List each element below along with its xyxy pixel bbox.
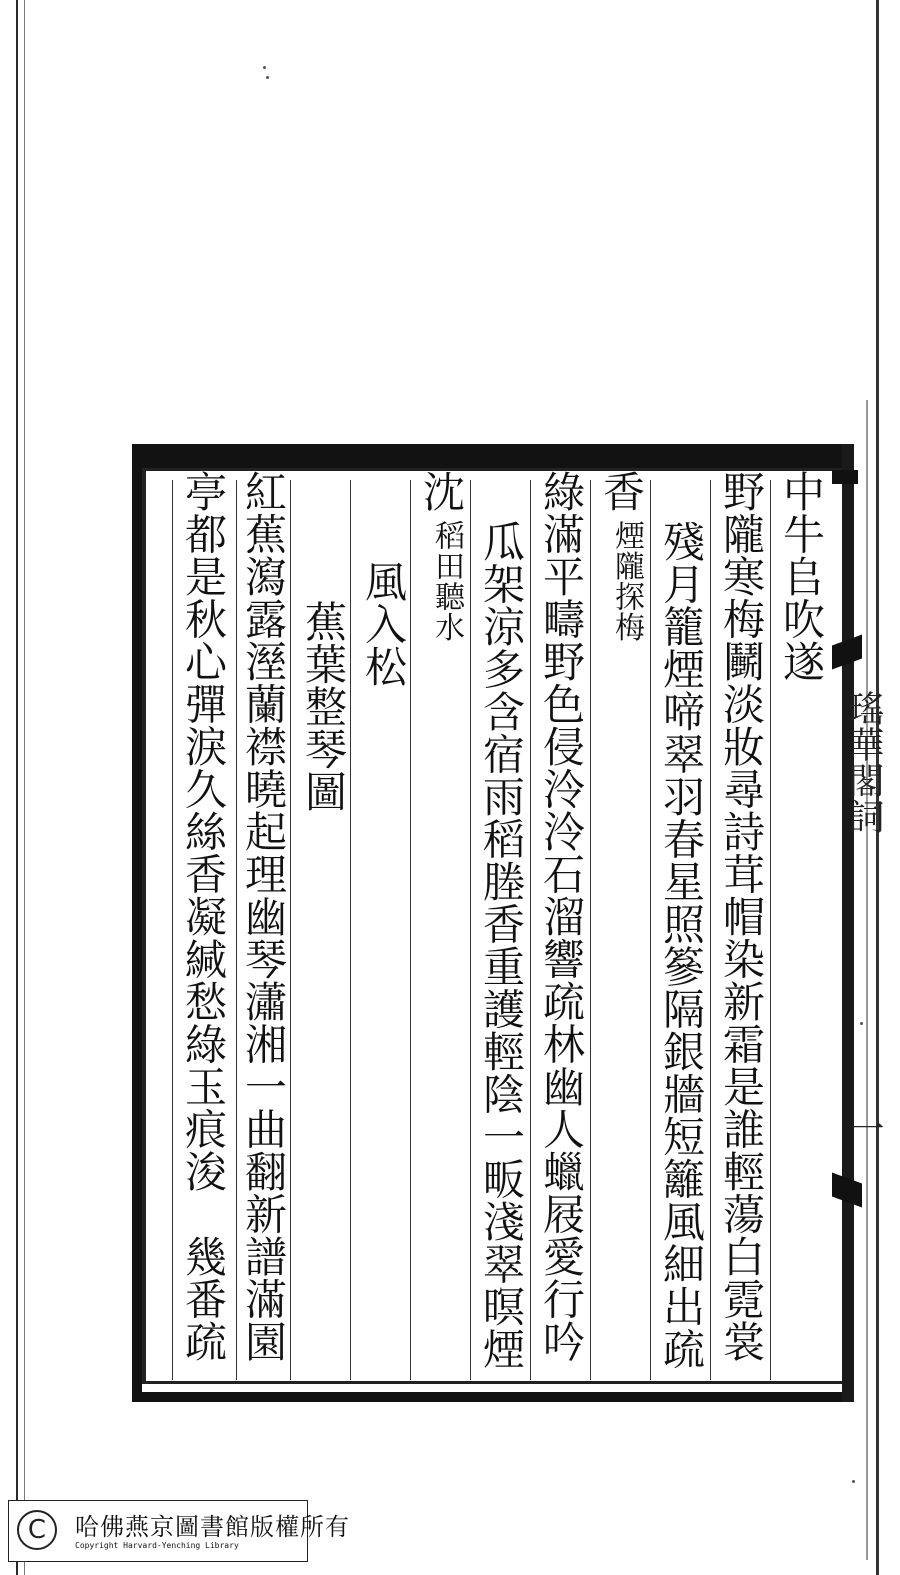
block-header-fragment: 一 — [843, 1110, 884, 1146]
text-column: 野隴寒梅鬭淡妝尋詩茸帽染新霜是誰輕蕩白霓裳 — [717, 470, 766, 1363]
column-rule — [350, 480, 351, 1380]
poem-title: 煙隴探梅 — [609, 520, 644, 642]
page-edge-shadow — [866, 400, 868, 1560]
copyright-icon: C — [17, 1510, 57, 1550]
poem-title: 稻田聽水 — [429, 520, 464, 642]
copyright-stamp — [8, 1500, 350, 1562]
tune-name: 風入松 — [359, 560, 408, 688]
column-rule — [770, 480, 771, 1380]
column-rule — [530, 480, 531, 1380]
text-column: 紅蕉瀉露溼蘭襟曉起理幽琴瀟湘一曲翻新譜滿園 — [239, 470, 288, 1363]
text-column: 中牛𠂤吹遂 — [777, 470, 826, 683]
column-rule — [236, 480, 237, 1380]
text-column: 沈 — [417, 470, 466, 513]
column-rule — [590, 480, 591, 1380]
fishtail-mark-top — [832, 470, 858, 484]
column-rule — [470, 480, 471, 1380]
stamp-chinese-text: 哈佛燕京圖書館版權所有 — [75, 1513, 350, 1541]
block-center-column — [842, 444, 854, 1402]
block-header-title: 瑤華閣詞 — [843, 690, 884, 834]
column-rule — [710, 480, 711, 1380]
text-column: 綠滿平疇野色侵泠泠石溜響疏林幽人蠟屐愛行吟 — [537, 470, 586, 1363]
poem-title: 蕉葉整琴圖 — [299, 600, 348, 813]
text-column: 殘月籠煙啼翠羽春星照篸隔銀牆短籬風細出疏 — [657, 520, 706, 1370]
text-column: 瓜架涼多含宿雨稻塍香重護輕陰一畈淺翠暝煙 — [477, 520, 526, 1370]
column-rule — [290, 480, 291, 1380]
column-rule — [410, 480, 411, 1380]
text-column: 亭都是秋心彈淚久絲香凝緘愁綠玉痕浚 幾番疏 — [179, 470, 228, 1363]
column-rule — [650, 480, 651, 1380]
column-rule — [172, 480, 173, 1380]
stamp-english-text: Copyright Harvard-Yenching Library — [75, 1541, 239, 1550]
binding-line-inner — [24, 0, 25, 1575]
binding-line — [16, 0, 18, 1575]
text-column: 香 — [597, 470, 646, 513]
